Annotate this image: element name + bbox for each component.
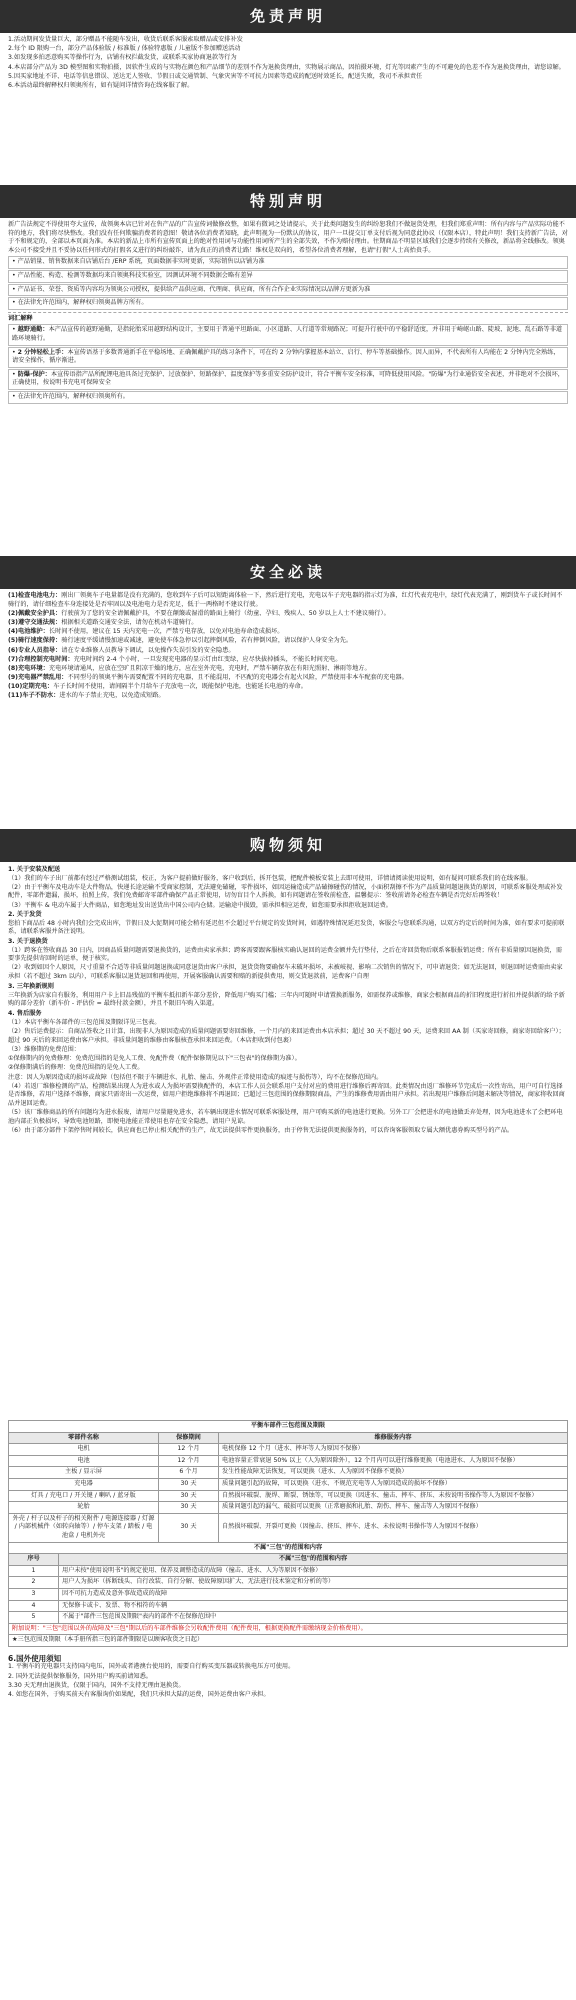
warranty-row	[9, 1502, 568, 1514]
warranty-period: 30 天	[159, 1490, 219, 1502]
warranty-part: 主板 / 显示屏	[9, 1467, 159, 1479]
out-text: 用户人为损坏（拆断线头、自行改装、自行分解、使故障原因扩大、无法进行技术鉴定和分析的等）	[59, 1577, 568, 1589]
out-row	[9, 1577, 568, 1589]
safety-text: 进水的车子禁止充电，以免造成短路。	[59, 692, 165, 700]
out-caption: 不属"三包"的范围和内容	[9, 1542, 568, 1554]
disclaimer-item: 2.每个 ID 限购一台，部分产品体验版 / 标准版 / 体验特惠版 / 儿童版不参加赠送活动	[8, 45, 241, 53]
glossary-item: • 防爆·保护：本宣传语指产品所配锂电池具备过充保护、过放保护、短路保护、温度保护等多重安全防护设计，符合平衡车安全标准，可降低使用风险。"防爆"为行业通俗安全表述，并非绝对不会损坏，正确使用，按说明书充电可保障安全	[8, 369, 568, 390]
shopping-para: 3. 三年换新规则	[8, 982, 54, 990]
safety-text: 充电环境请通风，应放在空旷且阴凉干燥的地方，应在室外充电，充电时，严禁车辆存放在有阳光照射、淋雨等地方。	[48, 664, 371, 672]
abroad-list	[8, 1663, 568, 1699]
safety-text: 车子长时间不使用，请间隔半个月给车子充放电一次，既能保护电池，也能延长电池的寿命。	[53, 683, 307, 691]
out-row	[9, 1600, 568, 1612]
out-no: 1	[9, 1565, 59, 1577]
shopping-para: ②保修期满后的修理：免费范围指的是免人工费。	[8, 1064, 144, 1072]
special-bullet: • 产品销量、销售数据来自店铺后台 /ERP 系统，页面数据非实时更新，实际销售以店铺为准	[8, 256, 568, 269]
safety-head: (4)电池维护：	[8, 628, 49, 636]
out-no: 4	[9, 1600, 59, 1612]
safety-text: 充电时间约 2-4 个小时，一旦发现充电器的显示灯由红变绿，应尽快拔掉插头，不能长时间充电。	[73, 655, 342, 663]
shopping-para: （2）收到如因个人原因，尺寸重量不合适等非质量问题退换或同意退货由客户承担，退货货物要确保车未破坏损坏，未被岐视、影响二次销售的情况下，可申请退货；如无法退回，则退回时运费需由卖家承担（若不超过 3km 以内），可联系客服以退货退回和再使用，开展客服确认需要和赔的新提供费用，则交货退款前，运费客户自理	[8, 964, 563, 980]
abroad-item: 1. 平衡车的充电器只支持国内电压，国外或者港澳台使用的，需要自行购买变压器或转换电压方可使用。	[8, 1663, 295, 1671]
abroad-item: 3.30 天无理由退换货，仅限于国内，国外不支持无理由退换货。	[8, 1681, 185, 1689]
glossary-title: 词汇解释	[8, 314, 33, 322]
shopping-section-title: 3. 关于退换货	[8, 937, 48, 945]
warranty-service: 电机保修 12 个月（进水、摔坏等人为原因不保修）	[219, 1444, 568, 1456]
safety-text: 不同型号的领奥平衡车需要配置不同的充电器，且不能混用，不匹配的充电器会有起火风险，严禁使用非本车配套的充电器。	[67, 674, 408, 682]
warranty-header-period: 保修期间	[159, 1432, 219, 1444]
safety-item	[8, 692, 568, 701]
special-bullet-text: 产品性能、构造、检测等数据均来自领奥科技实验室，因测试环境不同数据会略有差异	[17, 271, 253, 279]
safety-head: (2)佩戴安全护具：	[8, 609, 62, 617]
shopping-para: ①保修期内的免费修理：免费范围指的是免人工费、免配件费（配件保修期见以下"三包表"的保修期为准）。	[8, 1055, 301, 1063]
shopping-para: 您拍下商品后 48 小时内我们会完成出库，节假日及大促期间可能会稍有延迟但不会超过平台规定的发货时间，如遇特殊情况延迟发货，客服会与您联系沟通，以双方约定后的时间为准，如有要求可提前联系，请联系客服并备注说明。	[8, 919, 565, 936]
warranty-part: 灯具 / 充电口 / 开关键 / 喇叭 / 蓝牙版	[9, 1490, 159, 1502]
warranty-row	[9, 1455, 568, 1467]
out-text: 不属于"部件三包范围及期限"表内的部件不在保修范围中	[59, 1612, 568, 1624]
warranty-part: 轮胎	[9, 1502, 159, 1514]
disclaimer-item: 5.因买家地址不详、电话等信息错误、送达无人签收、节假日或交通管制、气象灾害等不可抗力因素等造成的配送时效延长，配送失败，我司不承担责任	[8, 72, 423, 80]
shopping-sections	[0, 862, 576, 1420]
special-bullet: • 在法律允许范围内，解释权归领奥品牌方所有。	[8, 297, 568, 310]
safety-item	[8, 610, 568, 619]
safety-item	[8, 592, 568, 609]
warranty-period: 30 天	[159, 1502, 219, 1514]
shopping-para: （2）售后运费提示：自商品签收之日计算，出现非人为原因造成的质量问题需要寄回维修，一个月内的来回运费由本店承担；超过 30 天不超过 90 天，运费来回 AA 制（买家寄回修，商家寄回给客户）；超过 90 天后的来回运费由客户承担。非质量问题的维修由客服核查承担来回运费。（本店拒收到付包裹）	[8, 1028, 565, 1044]
shopping-section-title: 1. 关于安装及配送	[8, 866, 61, 873]
safety-head: (7)合理控制充电时间：	[8, 655, 74, 663]
safety-text: 长时间不使用，建议在 15 天内充电一次，严禁亏电存放，以免对电池寿命造成损坏。	[48, 628, 284, 636]
out-header-text: 不属"三包"的范围和内容	[59, 1554, 568, 1566]
warranty-period: 6 个月	[159, 1467, 219, 1479]
disclaimer-item: 6.本活动最终解释权归领奥所有，如有疑问详情咨询在线客服了解。	[8, 81, 194, 89]
abroad-item: 2. 国外无法提供保修服务，国外用户购买前请知悉。	[8, 1672, 152, 1680]
warranty-row	[9, 1444, 568, 1456]
safety-head: (9)充电器严禁乱用：	[8, 674, 68, 682]
out-text: 用户未按"使用说明书"的规定使用、保养及调整造成的故障（撞击、进水、人为等原因不保修）	[59, 1565, 568, 1577]
warranty-period: 12 个月	[159, 1455, 219, 1467]
shopping-para: 三年换新为店家自有服务，利用用户卡上旧品残值的平衡车抵扣新车部分差价，降低用户购买门槛；三年内可随时申请置换新服务，如需保养或维修，商家会根据商品的折旧程度进行折扣并提供新的给予新购的部分差价（新车价 - 评估价 = 最终付款金额），并且不限旧车购入渠道。	[8, 991, 565, 1008]
warranty-period: 30 天	[159, 1478, 219, 1490]
safety-item	[8, 674, 568, 683]
safety-head: (11)车子不防水：	[8, 692, 60, 700]
glossary-term: 越野通勤：	[17, 326, 49, 334]
glossary-item: • 在法律允许范围内，解释权归领奥所有。	[8, 391, 568, 404]
disclaimer-list	[0, 33, 576, 185]
warranty-service: 质量问题引起的漏气、破损可以更换（正常磨损和扎胎、刮伤、摔车、撞击等人为原因不保修）	[219, 1502, 568, 1514]
warranty-period: 12 个月	[159, 1444, 219, 1456]
divider	[8, 312, 568, 313]
warranty-header-part: 零部件名称	[9, 1432, 159, 1444]
safety-head: (1)检查电池电力：	[8, 592, 62, 599]
warranty-service: 质量问题引起的故障，可以更换（进水、不规范充电等人为原因造成的损坏不保修）	[219, 1478, 568, 1490]
safety-item	[8, 683, 568, 692]
warranty-part: 电机	[9, 1444, 159, 1456]
safety-text: 刚出厂领奥车子电量都是没有充满的，您收到车子后可以短距离体验一下，然后进行充电，充电以车子充电器的指示灯为准，红灯代表充电中，绿灯代表充满了，刚到货车子或长时间不骑行的，请仔细检查车身连接处是否牢固以及电池电力是否充足，低于一两格时不建议行驶。	[8, 592, 563, 608]
safety-text: 请在专业维修人员教导下调试，以免操作失误引发的安全隐患。	[61, 646, 235, 654]
safety-header: 安全必读	[0, 556, 576, 589]
note-star: ★三包范围及期限（本手册所指三包的部件期限是以顾客收货之日起）	[9, 1635, 568, 1647]
safety-head: (10)定期充电：	[8, 683, 54, 691]
safety-head: (6)专业人员指导：	[8, 646, 62, 654]
disclaimer-item: 4.本店部分产品为 3D 模型图和实物拍摄，因软件生成的与实物在颜色和产品细节的差别不作为退换货理由，实物展示商品，因拍摄环境，灯光等因素产生的不可避免的色差不作为退换货理由，请您谅解。	[8, 63, 565, 71]
warranty-caption: 平衡车部件三包范围及期限	[9, 1421, 568, 1433]
shopping-para: （6）由于部分部件下架停售时间较长，供应商也已停止相关配件的生产，故无法提供零件更换服务，由于停售无法提供更换服务的，可以咨询客服领取专属大额优惠券购买型号的产品。	[8, 1126, 514, 1134]
special-header: 特别声明	[0, 185, 576, 218]
shopping-para: （2）由于平衡车及电动车是大件物品，快递长途运输不受商家控制，无法避免磕碰，零件损坏，如因运输造成产品磕擦碰伤的情况，小面积刮擦不作为产品质量问题退换货的原因，可联系客服处理或补发配件，零部件遗漏，损坏，拍照上传，我们免费邮寄零部件确保产品正常使用，切勿盲目个人拆换，如有问题请在签收前检查，温馨提示：签收前请务必检查车辆是否完好后再签收！	[8, 883, 563, 900]
special-bullet: • 产品证书、荣誉、资质等内容均为领奥公司授权，提供给产品供应商、代理商、供应商，所有合作企业实际情况以品牌方更新为准	[8, 284, 568, 297]
warranty-period: 30 天	[159, 1513, 219, 1542]
out-table	[8, 1553, 568, 1647]
out-row	[9, 1565, 568, 1577]
special-bullet-text: 在法律允许范围内，解释权归领奥品牌方所有。	[17, 299, 148, 307]
special-intro: 新广告法规定不得使用夸大宣传，故领奥本店已针对在售产品的广告宣传词做修改整，如果有微词之处请提示，关于此类问题发生的纠纷恕我们不做退货处理，但我们郑重声明：所有内容与产品实际功能不符的地方，我们将尽快整改。我们没有任何欺骗消费者的意图！敬请各位消费者知晓，此声明视为一份默认的协议，用户一旦提交订单支付后视为同意此协议（仅限本店），特此声明！我们支持新广告法，对于不和规定的，全部以本页面为准。本店的新品上市所有宣传页面上的绝对性用词与功能性用词所产生的全部失效，不作为赔付理由。往期商品不明显区域我们会逐步持续有关修改，新品将全线修改。领奥本公司不接受并且不妥协以任何形式的打假名义进行的纠纷敲诈，请为真正的消费者让路！维权是双向的，希望各位消费者理解，也请"打假"人士高抬贵手。	[8, 221, 568, 254]
safety-item	[8, 619, 568, 628]
out-row	[9, 1588, 568, 1600]
warranty-service: 自然损坏破裂、脱焊、断裂、锈蚀等，可以更换（因进水、撞击、摔车、挤压、未按说明书操作等人为原因不保修）	[219, 1490, 568, 1502]
warranty-service: 自然损坏破裂、开裂可更换（因撞击、挤压、摔车、进水、未按说明书操作等人为原因不保修）	[219, 1513, 568, 1542]
safety-text: 骑行速度平缓请慢加速或减速，避免使车体急停以引起摔倒风险，若有摔倒风险，请以保护人身安全为先。	[61, 637, 353, 645]
glossary-text: 在法律允许范围内，解释权归领奥所有。	[17, 392, 129, 400]
abroad-title: 6.国外使用须知	[8, 1653, 62, 1663]
abroad-item: 4. 如您在国外，于购买前天有客服询价如果配，我们只承担大陆的运费，国外运费由客户承担。	[8, 1691, 270, 1699]
special-bullet: • 产品性能、构造、检测等数据均来自领奥科技实验室，因测试环境不同数据会略有差异	[8, 270, 568, 283]
safety-item	[8, 656, 568, 665]
out-no: 5	[9, 1612, 59, 1624]
warranty-row	[9, 1467, 568, 1479]
out-header-no: 序号	[9, 1554, 59, 1566]
out-text: 无保修卡或卡、发票、物不相符的车辆	[59, 1600, 568, 1612]
note-red: 附加说明："三包"范围以外的故障及"三包"期以后的车部件维修会另收配件费用（配件费用，根据更换配件需缴纳现金价格费用）。	[9, 1623, 568, 1635]
glossary-term: 2 分钟轻松上手：	[17, 348, 68, 356]
safety-text: 根据相关道路交通安全法，请勿在机动车道骑行。	[61, 618, 198, 626]
shopping-para: 4. 售后服务	[8, 1009, 42, 1017]
warranty-row	[9, 1478, 568, 1490]
shopping-para: （1）本店平衡车各部件的三包范围及期限详见三包表。	[8, 1019, 161, 1027]
warranty-part: 电池	[9, 1455, 159, 1467]
shopping-para: （1）跨客在签收商品 30 日内，因商品质量问题需要退换货的，运费由卖家承担；跨客需要跟客服核实确认退回的运费金额并先行垫付，之后在寄回货物后联系客服报销运费；所有非质量原因退换货，需要事先提供寄回时的运单，便于核实。	[8, 946, 563, 963]
safety-text: 行驶前为了您的安全请佩戴护具，不要在颠簸或湿滑的路面上骑行（幼童、孕妇、残疾人、50 岁以上人士不建议骑行）。	[61, 609, 390, 617]
shopping-para: 注意：因人为原因造成的损坏或故障（包括但不限于车辆进水、扎胎、撞击、外观伴正常使用造成的痕迹与损伤等），均不在保修范围内。	[8, 1073, 383, 1081]
special-bullets	[8, 256, 568, 309]
special-bullet-text: 产品证书、荣誉、资质等内容均为领奥公司授权，提供给产品供应商、代理商、供应商，所有合作企业实际情况以品牌方更新为准	[17, 285, 371, 293]
safety-item	[8, 647, 568, 656]
special-bullet-text: 产品销量、销售数据来自店铺后台 /ERP 系统，页面数据非实时更新，实际销售以店铺为准	[17, 258, 265, 266]
safety-head: (8)充电环境：	[8, 664, 49, 672]
shopping-para: （3）平衡车 & 电动车属于大件商品，如您地址发出送货出中国公司内仓储。运输途中损毁，需承担相应运费，如您需要承担拒收退回运费。	[8, 901, 392, 909]
glossary-item: • 2 分钟轻松上手：本宣传语基于多数普通新手在平稳场地、正确佩戴护具的练习条件下，可在约 2 分钟内掌握基本站立、启行、停车等基础操作。因人而异，不代表所有人均能在 2 分钟内完全熟练，请安全操作，循序渐进。	[8, 347, 568, 368]
glossary-text: 本宣传语基于多数普通新手在平稳场地、正确佩戴护具的练习条件下，可在约 2 分钟内掌握基本站立、启行、停车等基础操作。因人而异，不代表所有人均能在 2 分钟内完全熟练，请安全操作，循序渐进。	[12, 348, 560, 365]
safety-item	[8, 665, 568, 674]
shopping-header: 购物须知	[0, 829, 576, 862]
warranty-service: 发生性能故障无法恢复，可以更换（进水、人为原因不保修不更换）	[219, 1467, 568, 1479]
out-text: 因不可抗力造成及意外事故造成的故障	[59, 1588, 568, 1600]
out-row	[9, 1612, 568, 1624]
safety-head: (3)遵守交通法规：	[8, 618, 62, 626]
warranty-part: 充电器	[9, 1478, 159, 1490]
disclaimer-item: 3.如发现多拍恶意购买等操作行为，店铺有权拦截发货，或联系买家协商退款等行为	[8, 54, 237, 62]
abroad-block	[0, 1649, 576, 1702]
warranty-table	[8, 1420, 568, 1554]
shopping-section-title: 2. 关于发货	[8, 911, 42, 919]
warranty-row	[9, 1490, 568, 1502]
glossary-item: • 越野通勤：本产品宣传的越野通勤，是指轮胎采用越野结构设计，主要用于普通平坦路面、小区道路、人行道等常规路况；可提升行驶中的平稳舒适度，并非用于崎岖山路、陡坡、泥地、乱石路等非道路环境骑行。	[8, 324, 568, 345]
safety-head: (5)骑行速度保持：	[8, 637, 62, 645]
warranty-header-service: 维修服务内容	[219, 1432, 568, 1444]
out-no: 3	[9, 1588, 59, 1600]
glossary-text: 本宣传语指产品所配锂电池具备过充保护、过放保护、短路保护、温度保护等多重安全防护设计，符合平衡车安全标准，可降低使用风险。"防爆"为行业通俗安全表述，并非绝对不会损坏，正确使用，按说明书充电可保障安全	[12, 370, 564, 387]
shopping-para: （4）若返厂维修检测的产品，检测结果出现人为进水或人为损坏需要换配件的，本店工作人员会联系用户支付对应的费用进行维修后再寄回。此类情况由返厂维修环节完成后一次性寄出，用户可自行选择是否维修，若用户选择不维修，商家只需寄出一次运费，如用户拒绝维修将不再退回；已超过三包范围的保修期限商品，产生的维修费用需由用户承担。若出现用户维修后问题未解决等情况，商家将收回商品并退回运费。	[8, 1082, 565, 1107]
glossary-list	[8, 324, 568, 403]
warranty-part: 外壳 / 杆子以及杆子的相关附件 / 电源连接器 / 灯源 / 内部机械件（如转向轴等）/ 停车支架 / 踏板 / 电池盒 / 电机外壳	[9, 1513, 159, 1542]
shopping-para: （3）维修期的免费范围：	[8, 1046, 80, 1054]
glossary-text: 本产品宣传的越野通勤，是指轮胎采用越野结构设计，主要用于普通平坦路面、小区道路、人行道等常规路况；可提升行驶中的平稳舒适度，并非用于崎岖山路、陡坡、泥地、乱石路等非道路环境骑行。	[12, 326, 563, 342]
warranty-service: 电池容量正常衰退 50% 以上（人为原因除外），12 个月内可以进行维修更换（电池进水、人为原因不保修）	[219, 1455, 568, 1467]
safety-list	[0, 589, 576, 829]
safety-item	[8, 637, 568, 646]
disclaimer-header: 免责声明	[0, 0, 576, 33]
shopping-para: （5）该厂维修商品的所有问题均为进水报废，请用户尽量避免进水，若车辆出现进水情况可联系客服处理，用户可购买新的电池进行更换。另外工厂会把进水的电池做丢弃处理，因为电池进水了会把环电池内部正负极损坏，导致电池短路，即便电池能正常使用也存在安全隐患，请用户见谅。	[8, 1109, 563, 1125]
warranty-block	[0, 1420, 576, 1649]
out-no: 2	[9, 1577, 59, 1589]
shopping-para: （1）我们的车子出厂前都有经过严格测试组装，校正，为客户提前做好服务，客户收到后，拆开包装，把配件模板安装上去即可使用，详情请阅读使用说明，如有疑问可联系我们的在线客服。	[8, 874, 532, 882]
special-block	[0, 218, 576, 556]
glossary-term: 防爆·保护：	[17, 370, 51, 378]
warranty-row	[9, 1513, 568, 1542]
disclaimer-item: 1.活动期间发货量巨大，部分赠品不能随车发出，收货后联系客服索取赠品或安排补发	[8, 36, 243, 43]
safety-item	[8, 628, 568, 637]
